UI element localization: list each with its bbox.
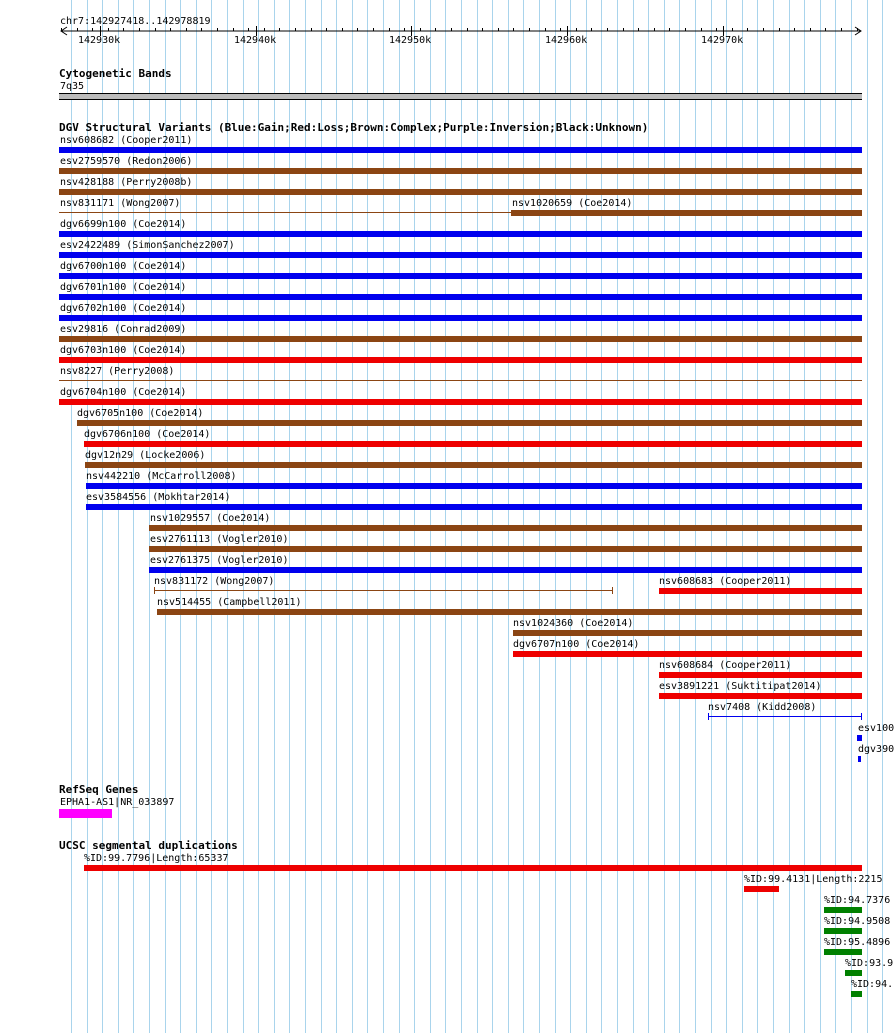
grid-line	[711, 0, 712, 1033]
dgv-variant-label: esv2759570 (Redon2006)	[60, 156, 193, 167]
ruler-minor-tick	[825, 28, 826, 31]
ruler-minor-tick	[716, 28, 717, 31]
segdup-label: %ID:99.4131|Length:2215	[744, 874, 883, 885]
segdup-feature[interactable]	[851, 991, 862, 997]
dgv-variant-label: nsv442210 (McCarroll2008)	[86, 471, 237, 482]
dgv-variant-feature[interactable]	[86, 483, 862, 489]
grid-line	[679, 0, 680, 1033]
dgv-variant-feature[interactable]	[149, 546, 862, 552]
dgv-variant-label: nsv514455 (Campbell2011)	[157, 597, 302, 608]
grid-line	[289, 0, 290, 1033]
grid-line	[461, 0, 462, 1033]
grid-line	[695, 0, 696, 1033]
dgv-variant-feature[interactable]	[659, 672, 862, 678]
ruler-minor-tick	[357, 28, 358, 31]
ruler-minor-tick	[201, 28, 202, 31]
dgv-variant-label: dgv390	[858, 744, 894, 755]
grid-line	[352, 0, 353, 1033]
ruler-minor-tick	[279, 28, 280, 31]
dgv-variant-feature[interactable]	[59, 357, 862, 363]
dgv-variant-feature[interactable]	[84, 441, 862, 447]
grid-line	[648, 0, 649, 1033]
ruler-minor-tick	[451, 28, 452, 31]
grid-line	[336, 0, 337, 1033]
dgv-variant-feature[interactable]	[59, 231, 862, 237]
dgv-variant-feature[interactable]	[513, 630, 862, 636]
ruler-minor-tick	[560, 28, 561, 31]
grid-line	[383, 0, 384, 1033]
dgv-variant-label: nsv831172 (Wong2007)	[154, 576, 275, 587]
dgv-track-title: DGV Structural Variants (Blue:Gain;Red:Loss;Brown:Complex;Purple:Inversion;Black:Unknown)	[59, 121, 649, 134]
ruler-minor-tick	[794, 28, 795, 31]
ruler-minor-tick	[217, 28, 218, 31]
grid-line	[102, 0, 103, 1033]
grid-line	[601, 0, 602, 1033]
ruler-minor-tick	[342, 28, 343, 31]
ruler-minor-tick	[170, 28, 171, 31]
ruler-minor-tick	[841, 28, 842, 31]
ruler-minor-tick	[155, 28, 156, 31]
dgv-variant-label: esv2761113 (Vogler2010)	[150, 534, 289, 545]
dgv-variant-label: nsv831171 (Wong2007)	[60, 198, 181, 209]
dgv-variant-label: dgv6704n100 (Coe2014)	[60, 387, 187, 398]
ruler-minor-tick	[186, 28, 187, 31]
segdup-label: %ID:93.9	[845, 958, 894, 969]
dgv-variant-label: dgv6702n100 (Coe2014)	[60, 303, 187, 314]
coordinate-ruler[interactable]	[0, 0, 890, 60]
dgv-variant-feature[interactable]	[77, 420, 862, 426]
dgv-variant-feature[interactable]	[154, 590, 613, 591]
ruler-tick-label: 142950k	[389, 35, 432, 46]
grid-line	[399, 0, 400, 1033]
ruler-minor-tick	[779, 28, 780, 31]
segdup-label: %ID:94.	[851, 979, 894, 990]
ruler-minor-tick	[513, 28, 514, 31]
ruler-minor-tick	[623, 28, 624, 31]
dgv-variant-label: nsv608682 (Cooper2011)	[60, 135, 193, 146]
segdup-feature[interactable]	[824, 907, 862, 913]
dgv-variant-label: dgv6707n100 (Coe2014)	[513, 639, 640, 650]
ruler-minor-tick	[404, 28, 405, 31]
grid-line	[118, 0, 119, 1033]
ruler-minor-tick	[685, 28, 686, 31]
grid-line	[87, 0, 88, 1033]
dgv-variant-end-tick	[861, 713, 862, 720]
ruler-minor-tick	[576, 28, 577, 31]
segdup-label: %ID:94.9508	[824, 916, 891, 927]
dgv-variant-label: nsv1029557 (Coe2014)	[150, 513, 271, 524]
ruler-minor-tick	[482, 28, 483, 31]
ruler-minor-tick	[233, 28, 234, 31]
dgv-variant-feature[interactable]	[59, 212, 511, 213]
dgv-variant-feature[interactable]	[59, 336, 862, 342]
segdup-track-title: UCSC segmental duplications	[59, 839, 238, 852]
dgv-variant-feature[interactable]	[659, 693, 862, 699]
ruler-minor-tick	[591, 28, 592, 31]
dgv-variant-label: nsv7408 (Kidd2008)	[708, 702, 817, 713]
ruler-minor-tick	[373, 28, 374, 31]
segdup-label: %ID:95.4896	[824, 937, 891, 948]
ruler-minor-tick	[763, 28, 764, 31]
grid-line	[664, 0, 665, 1033]
dgv-variant-end-tick	[708, 713, 709, 720]
grid-line	[321, 0, 322, 1033]
grid-line	[508, 0, 509, 1033]
grid-line	[477, 0, 478, 1033]
refseq-gene-feature[interactable]	[59, 809, 112, 818]
dgv-variant-feature[interactable]	[858, 756, 861, 762]
dgv-variant-label: dgv6705n100 (Coe2014)	[77, 408, 204, 419]
grid-line	[445, 0, 446, 1033]
dgv-variant-label: dgv6701n100 (Coe2014)	[60, 282, 187, 293]
dgv-variant-feature[interactable]	[59, 252, 862, 258]
ruler-minor-tick	[389, 28, 390, 31]
segdup-feature[interactable]	[824, 949, 862, 955]
dgv-variant-feature[interactable]	[659, 588, 862, 594]
cytoband-ideogram[interactable]	[59, 93, 862, 100]
dgv-variant-feature[interactable]	[511, 210, 862, 216]
ruler-minor-tick	[498, 28, 499, 31]
dgv-variant-label: esv3584556 (Mokhtar2014)	[86, 492, 231, 503]
dgv-variant-label: esv2761375 (Vogler2010)	[150, 555, 289, 566]
ruler-tick-label: 142970k	[701, 35, 744, 46]
ruler-minor-tick	[248, 28, 249, 31]
grid-line	[742, 0, 743, 1033]
dgv-variant-label: nsv608683 (Cooper2011)	[659, 576, 792, 587]
ruler-minor-tick	[747, 28, 748, 31]
dgv-variant-feature[interactable]	[85, 462, 862, 468]
ruler-tick-label: 142940k	[234, 35, 277, 46]
dgv-variant-feature[interactable]	[86, 504, 862, 510]
dgv-variant-feature[interactable]	[59, 380, 862, 381]
dgv-variant-feature[interactable]	[708, 716, 862, 717]
ruler-minor-tick	[77, 28, 78, 31]
grid-line	[523, 0, 524, 1033]
ruler-minor-tick	[467, 28, 468, 31]
ruler-minor-tick	[295, 28, 296, 31]
dgv-variant-label: dgv6700n100 (Coe2014)	[60, 261, 187, 272]
dgv-variant-feature[interactable]	[149, 567, 862, 573]
segdup-label: %ID:94.7376	[824, 895, 891, 906]
ruler-minor-tick	[701, 28, 702, 31]
dgv-variant-feature[interactable]	[59, 189, 862, 195]
grid-line	[414, 0, 415, 1033]
refseq-track-title: RefSeq Genes	[59, 783, 139, 796]
grid-line	[555, 0, 556, 1033]
dgv-variant-feature[interactable]	[59, 315, 862, 321]
ruler-minor-tick	[92, 28, 93, 31]
grid-line	[539, 0, 540, 1033]
ruler-minor-tick	[732, 28, 733, 31]
grid-line	[492, 0, 493, 1033]
ruler-minor-tick	[810, 28, 811, 31]
ruler-minor-tick	[264, 28, 265, 31]
ruler-minor-tick	[669, 28, 670, 31]
cytoband-label: 7q35	[60, 81, 85, 92]
segdup-label: %ID:99.7796|Length:65337	[84, 853, 229, 864]
dgv-variant-feature[interactable]	[59, 273, 862, 279]
dgv-variant-label: nsv428188 (Perry2008b)	[60, 177, 193, 188]
segdup-feature[interactable]	[824, 928, 862, 934]
ruler-minor-tick	[435, 28, 436, 31]
grid-line	[71, 0, 72, 1033]
grid-line	[633, 0, 634, 1033]
dgv-variant-feature[interactable]	[857, 735, 862, 741]
grid-line	[305, 0, 306, 1033]
ruler-minor-tick	[326, 28, 327, 31]
segdup-feature[interactable]	[84, 865, 862, 871]
dgv-variant-feature[interactable]	[59, 168, 862, 174]
ruler-minor-tick	[311, 28, 312, 31]
grid-line	[586, 0, 587, 1033]
ruler-tick-label: 142930k	[78, 35, 121, 46]
dgv-variant-label: nsv608684 (Cooper2011)	[659, 660, 792, 671]
ruler-minor-tick	[607, 28, 608, 31]
dgv-variant-label: esv3891221 (Suktitipat2014)	[659, 681, 822, 692]
refseq-gene-label: EPHA1-AS1|NR_033897	[60, 797, 175, 808]
ruler-minor-tick	[545, 28, 546, 31]
grid-line	[430, 0, 431, 1033]
dgv-variant-feature[interactable]	[59, 294, 862, 300]
dgv-variant-label: nsv8227 (Perry2008)	[60, 366, 175, 377]
dgv-variant-label: nsv1024360 (Coe2014)	[513, 618, 634, 629]
ruler-minor-tick	[123, 28, 124, 31]
dgv-variant-label: dgv6699n100 (Coe2014)	[60, 219, 187, 230]
ruler-minor-tick	[529, 28, 530, 31]
dgv-variant-label: esv2422489 (SimonSanchez2007)	[60, 240, 235, 251]
dgv-variant-label: dgv6706n100 (Coe2014)	[84, 429, 211, 440]
grid-line	[570, 0, 571, 1033]
dgv-variant-label: nsv1020659 (Coe2014)	[512, 198, 633, 209]
grid-line	[617, 0, 618, 1033]
dgv-variant-feature[interactable]	[513, 651, 862, 657]
ruler-minor-tick	[857, 28, 858, 31]
dgv-variant-feature[interactable]	[149, 525, 862, 531]
grid-line	[274, 0, 275, 1033]
ruler-minor-tick	[139, 28, 140, 31]
grid-line	[367, 0, 368, 1033]
ruler-minor-tick	[638, 28, 639, 31]
dgv-variant-end-tick	[154, 587, 155, 594]
ruler-minor-tick	[61, 28, 62, 31]
segdup-feature[interactable]	[744, 886, 779, 892]
dgv-variant-label: esv100	[858, 723, 894, 734]
dgv-variant-feature[interactable]	[157, 609, 862, 615]
dgv-variant-feature[interactable]	[59, 399, 862, 405]
grid-line	[726, 0, 727, 1033]
dgv-variant-end-tick	[612, 587, 613, 594]
ruler-minor-tick	[108, 28, 109, 31]
dgv-variant-label: dgv6703n100 (Coe2014)	[60, 345, 187, 356]
dgv-variant-label: esv29816 (Conrad2009)	[60, 324, 187, 335]
grid-line	[133, 0, 134, 1033]
ruler-tick-label: 142960k	[545, 35, 588, 46]
ruler-minor-tick	[654, 28, 655, 31]
dgv-variant-label: dgv12n29 (Locke2006)	[85, 450, 206, 461]
segdup-feature[interactable]	[845, 970, 862, 976]
cytoband-track-title: Cytogenetic Bands	[59, 67, 172, 80]
region-label: chr7:142927418..142978819	[60, 16, 211, 27]
ruler-minor-tick	[420, 28, 421, 31]
dgv-variant-feature[interactable]	[59, 147, 862, 153]
